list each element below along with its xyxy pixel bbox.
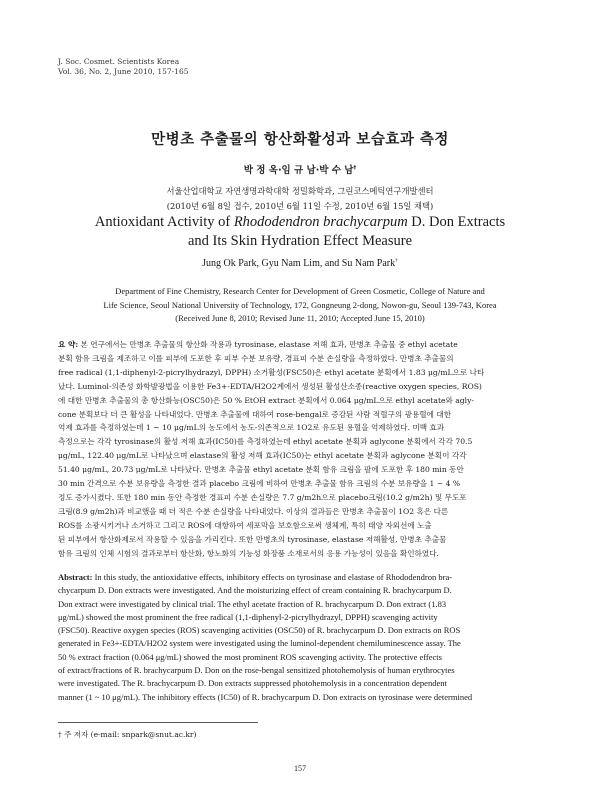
abstract-line xyxy=(58,571,543,584)
corresponding-mark: † xyxy=(353,164,357,171)
english-title-part: Antioxidant Activity of xyxy=(94,214,231,230)
english-title-line-1 xyxy=(0,213,600,232)
english-affiliation xyxy=(0,285,600,326)
abstract-line: generated in Fe3+-EDTA/H2O2 system were investigated using the luminol-dependent chemiluminescence assay. The xyxy=(58,638,461,649)
affiliation-line: Life Science, Seoul National University of Technology, 172, Gongneung 2-dong, Nowon-gu, Seoul 139-743, Korea xyxy=(103,299,497,310)
english-title xyxy=(0,213,600,251)
page-number: 157 xyxy=(294,764,306,773)
english-abstract xyxy=(58,571,543,704)
abstract-line: 측정으로는 각각 tyrosinase의 활성 저해 효과(IC50)를 측정하였는데 ethyl acetate 분획과 aglycone 분획에서 각각 70.5 xyxy=(58,437,473,447)
korean-affiliation: 서울산업대학교 자연생명과학대학 정밀화학과, 그린코스메틱연구개발센터 xyxy=(166,186,434,196)
abstract-line: chycarpum D. Don extracts were investigated. And the moisturizing effect of cream containing R. brachycarpum D. xyxy=(58,585,452,596)
abstract-line: ROS를 소광시키거나 소거하고 그리고 ROS에 대항하여 세포막을 보호함으로써 생체계, 특히 태양 자외선에 노출 xyxy=(58,520,432,530)
abstract-line: 크림(8.9 g/m2h)과 비교했을 때 더 적은 수분 손실량을 나타내었다. 이상의 결과들은 만병초 추출물이 1O2 혹은 다른 xyxy=(58,506,449,516)
korean-dates: (2010년 6월 8일 접수, 2010년 6월 11일 수정, 2010년 6월 15일 채택) xyxy=(166,201,434,211)
abstract-line: 51.40 μg/mL, 20.73 μg/mL로 나타났다. 만병초 추출물 ethyl acetate 분획 함유 크림을 팔에 도포한 후 180 min 동안 xyxy=(58,465,464,475)
korean-authors xyxy=(0,162,600,176)
dates-line: (Received June 8, 2010; Revised June 11, 2010; Accepted June 15, 2010) xyxy=(175,313,425,323)
abstract-line: 된 피부에서 항산화제로서 작용할 수 있음을 가리킨다. 또한 만병초의 tyrosinase, elastase 저해활성, 만병초 추출물 xyxy=(58,534,447,544)
english-author-names: Jung Ok Park, Gyu Nam Lim, and Su Nam Park xyxy=(202,258,396,269)
corresponding-mark: † xyxy=(395,257,398,264)
abstract-line: Don extract were investigated by clinical trial. The ethyl acetate fraction of R. brachycarpum D. Don extract (1.83 xyxy=(58,598,447,609)
abstract-text: In this study, the antioxidative effects, inhibitory effects on tyrosinase and elastase of Rhododendron bra- xyxy=(94,572,453,582)
journal-name: J. Soc. Cosmet. Scientists Korea xyxy=(58,57,180,66)
abstract-line: 함유 크림의 인체 시험의 결과로부터 항산화, 항노화의 기능성 화장품 소재로서의 응용 가능성이 있음을 확인하였다. xyxy=(58,548,439,558)
english-authors xyxy=(0,258,600,269)
journal-volume: Vol. 36, No. 2, June 2010, 157-165 xyxy=(58,67,189,76)
abstract-line: 분획 함유 크림을 제조하고 이를 피부에 도포한 후 피부 수분 보유량, 경표피 수분 손실량을 측정하였다. 만병초 추출물의 xyxy=(58,353,454,363)
abstract-line xyxy=(58,338,543,352)
abstract-line: cone 분획보다 더 큰 활성을 나타내었다. 만병초 추출물에 대하여 rose-bengal로 증감된 사람 적혈구의 광용혈에 대한 xyxy=(58,409,452,419)
affiliation-line: Department of Fine Chemistry, Research Center for Development of Green Cosmetic, College of Nature and xyxy=(115,286,485,296)
korean-affiliation-block xyxy=(0,184,600,214)
abstract-line: 정도 증가시켰다. 또한 180 min 동안 측정한 경표피 수분 손실량은 7.7 g/m2h으로 placebo크림(10.2 g/m2h) 및 무도포 xyxy=(58,492,467,502)
korean-author-names: 박 정 옥·임 규 남·박 수 남 xyxy=(243,165,354,176)
abstract-line: μg/mL, 122.40 μg/mL로 나타났으며 elastase의 활성 저해 효과(IC50)는 ethyl acetate 분획과 aglycone 분획이 각각 xyxy=(58,451,467,461)
abstract-line: manner (1 ~ 10 μg/mL). The inhibitory effects (IC50) of R. brachycarpum D. Don extracts on tyrosinase were determined xyxy=(58,691,473,702)
footnote-rule xyxy=(58,722,258,723)
korean-abstract xyxy=(58,338,543,561)
abstract-line: (FSC50). Reactive oxygen species (ROS) scavenging activities (OSC50) of R. brachycarpum D. Don extracts on ROS xyxy=(58,625,461,636)
footnote: † 주 저자 (e-mail: snpark@snut.ac.kr) xyxy=(58,730,197,739)
species-name: Rhododendron brachycarpum xyxy=(233,214,408,230)
abstract-line: of extract/fractions of R. brachycarpum D. Don on the rose-bengal sensitized photohemolysis of human erythrocytes xyxy=(58,665,455,676)
english-title-part: D. Don Extracts xyxy=(411,214,506,230)
abstract-text: 본 연구에서는 만병초 추출물의 항산화 작용과 tyrosinase, elastase 저해 효과, 만병초 추출물 중 ethyl acetate xyxy=(80,340,458,349)
abstract-line: 에 대한 만병초 추출물의 총 항산화능(OSC50)은 50 % EtOH extract 분획에서 0.064 μg/mL으로 ethyl acetate와 agly- xyxy=(58,395,474,405)
abstract-line: free radical (1,1-diphenyl-2-picrylhydrazyl, DPPH) 소거활성(FSC50)은 ethyl acetate 분획에서 1.83 μg/mL으로 나타 xyxy=(58,367,485,377)
korean-title: 만병초 추출물의 항산화활성과 보습효과 측정 xyxy=(151,132,449,148)
abstract-line: 30 min 간격으로 수분 보유량을 측정한 결과 placebo 크림에 비하여 만병초 추출물 함유 크림의 수분 보유량을 1 ~ 4 % xyxy=(58,479,461,489)
abstract-label: Abstract: xyxy=(58,572,93,582)
abstract-line: 났다. Luminol-의존성 화학발광법을 이용한 Fe3+-EDTA/H2O2계에서 생성된 활성산소종(reactive oxygen species, ROS) xyxy=(58,381,482,391)
abstract-label: 요 약: xyxy=(58,340,79,349)
abstract-line: μg/mL) showed the most prominent the free radical (1,1-diphenyl-2-picrylhydrazyl, DPPH) scavenging activity xyxy=(58,611,438,622)
english-title-line-2: and Its Skin Hydration Effect Measure xyxy=(187,233,413,249)
journal-header xyxy=(58,57,189,77)
abstract-line: 50 % extract fraction (0.064 μg/mL) showed the most prominent ROS scavenging activity. The protective effects xyxy=(58,651,442,662)
abstract-line: 억제 효과를 측정하였는데 1 ~ 10 μg/mL의 농도에서 농도-의존적으로 1O2로 유도된 용혈을 억제하였다. 미백 효과 xyxy=(58,423,445,433)
abstract-line: were investigated. The R. brachycarpum D. Don extracts suppressed photohemolysis in a concentration dependent xyxy=(58,678,447,689)
